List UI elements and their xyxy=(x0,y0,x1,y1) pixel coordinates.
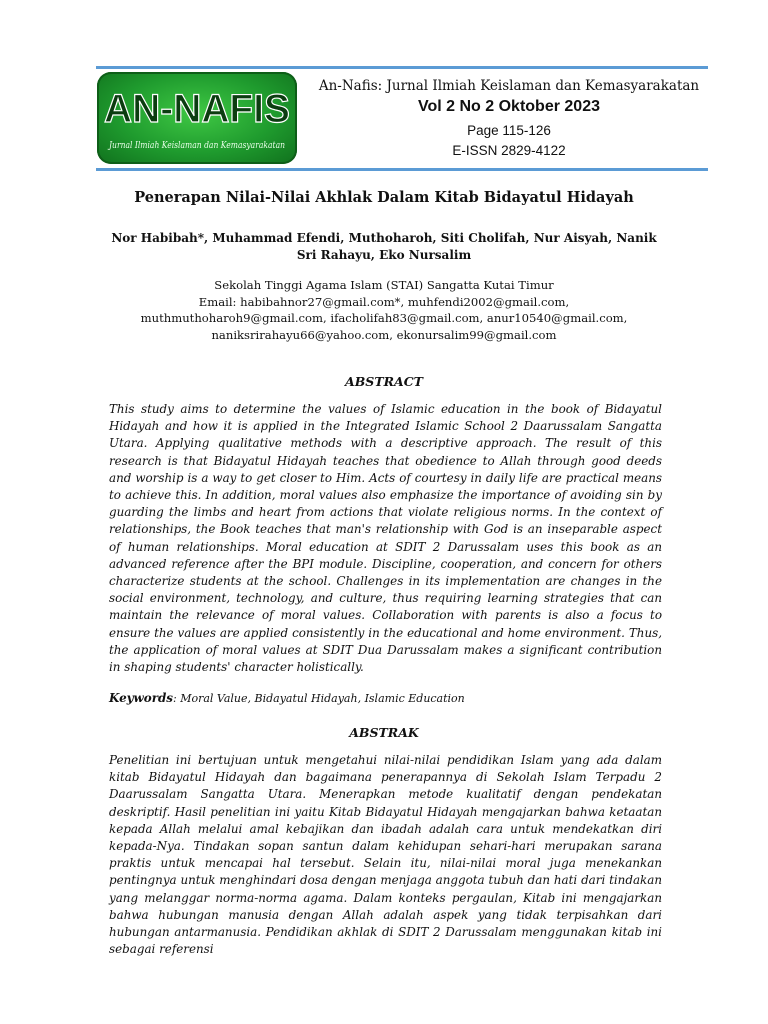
journal-name: An-Nafis: Jurnal Ilmiah Keislaman dan Kemasyarakatan xyxy=(318,78,700,94)
header-top-rule xyxy=(96,66,708,69)
journal-volume: Vol 2 No 2 Oktober 2023 xyxy=(418,98,600,115)
affiliation-line: Email: habibahnor27@gmail.com*, muhfendi2002@gmail.com, xyxy=(198,294,570,309)
header-bottom-rule xyxy=(96,168,708,171)
journal-eissn: E-ISSN 2829-4122 xyxy=(452,143,566,158)
abstract-text: This study aims to determine the values of Islamic education in the book of Bidayatul Hidayah and how it is applied in the Integrated Islamic School 2 Daarussalam Sangatta Utara. Applying qualitative methods with a descriptive approach. The result of this research is that Bidayatul Hidayah teaches that obedience to Allah through good deeds and worship is a way to get closer to Him. Acts of courtesy in daily life are practical means to achieve this. In addition, moral values also emphasize the importance of avoiding sin by guarding the limbs and heart from actions that violate religious norms. In the context of relationships, the Book teaches that man's relationship with God is an inseparable aspect of human relationships. Moral education at SDIT 2 Darussalam uses this book as an advanced reference after the BPI module. Discipline, cooperation, and concern for others characterize students at the school. Challenges in its implementation are changes in the social environment, technology, and culture, thus requiring learning strategies that can maintain the relevance of moral values. Collaboration with parents is also a focus to ensure the values are applied consistently in the educational and home environment. Thus, the application of moral values at SDIT Dua Darussalam makes a significant contribution in shaping students' character holistically. xyxy=(109,402,662,675)
journal-logo xyxy=(97,72,297,164)
affiliation-line: naniksrirahayu66@yahoo.com, ekonursalim99@gmail.com xyxy=(211,327,557,342)
abstrak-text: Penelitian ini bertujuan untuk mengetahui nilai-nilai pendidikan Islam yang ada dalam kitab Bidayatul Hidayah dan bagaimana penerapannya di Sekolah Islam Terpadu 2 Daarussalam Sangatta Utara. Menerapkan metode kualitatif dengan pendekatan deskriptif. Hasil penelitian ini yaitu Kitab Bidayatul Hidayah mengajarkan bahwa ketaatan kepada Allah melalui amal kebajikan dan ibadah adalah cara untuk mendekatkan diri kepada-Nya. Tindakan sopan santun dalam kehidupan sehari-hari merupakan sarana praktis untuk mencapai hal tersebut. Selain itu, nilai-nilai moral juga menekankan pentingnya untuk menghindari dosa dengan menjaga anggota tubuh dan hati dari tindakan yang melanggar norma-norma agama. Dalam konteks pergaulan, Kitab ini mengajarkan bahwa hubungan manusia dengan Allah adalah aspek yang tidak terpisahkan dari hubungan antarmanusia. Pendidikan akhlak di SDIT 2 Darussalam menggunakan kitab ini sebagai referensi xyxy=(109,753,662,957)
author-affiliation xyxy=(90,277,678,343)
journal-pages: Page 115-126 xyxy=(467,123,551,138)
svg-text:AN-NAFIS: AN-NAFIS xyxy=(104,87,290,131)
abstract-heading: ABSTRACT xyxy=(345,374,423,389)
abstrak-heading: ABSTRAK xyxy=(349,725,419,740)
article-authors: Nor Habibah*, Muhammad Efendi, Muthoharoh, Siti Cholifah, Nur Aisyah, Nanik Sri Rahayu, Eko Nursalim xyxy=(111,231,657,262)
affiliation-line: Sekolah Tinggi Agama Islam (STAI) Sangatta Kutai Timur xyxy=(214,278,554,292)
article-title: Penerapan Nilai-Nilai Akhlak Dalam Kitab Bidayatul Hidayah xyxy=(134,189,634,206)
svg-text:Jurnal Ilmiah Keislaman dan Ke: Jurnal Ilmiah Keislaman dan Kemasyarakatan xyxy=(107,141,286,151)
keywords-label: Keywords xyxy=(109,691,173,705)
keywords xyxy=(109,691,662,705)
affiliation-line: muthmuthoharoh9@gmail.com, ifacholifah83@gmail.com, anur10540@gmail.com, xyxy=(140,311,628,325)
keywords-values: : Moral Value, Bidayatul Hidayah, Islamic Education xyxy=(173,692,465,705)
